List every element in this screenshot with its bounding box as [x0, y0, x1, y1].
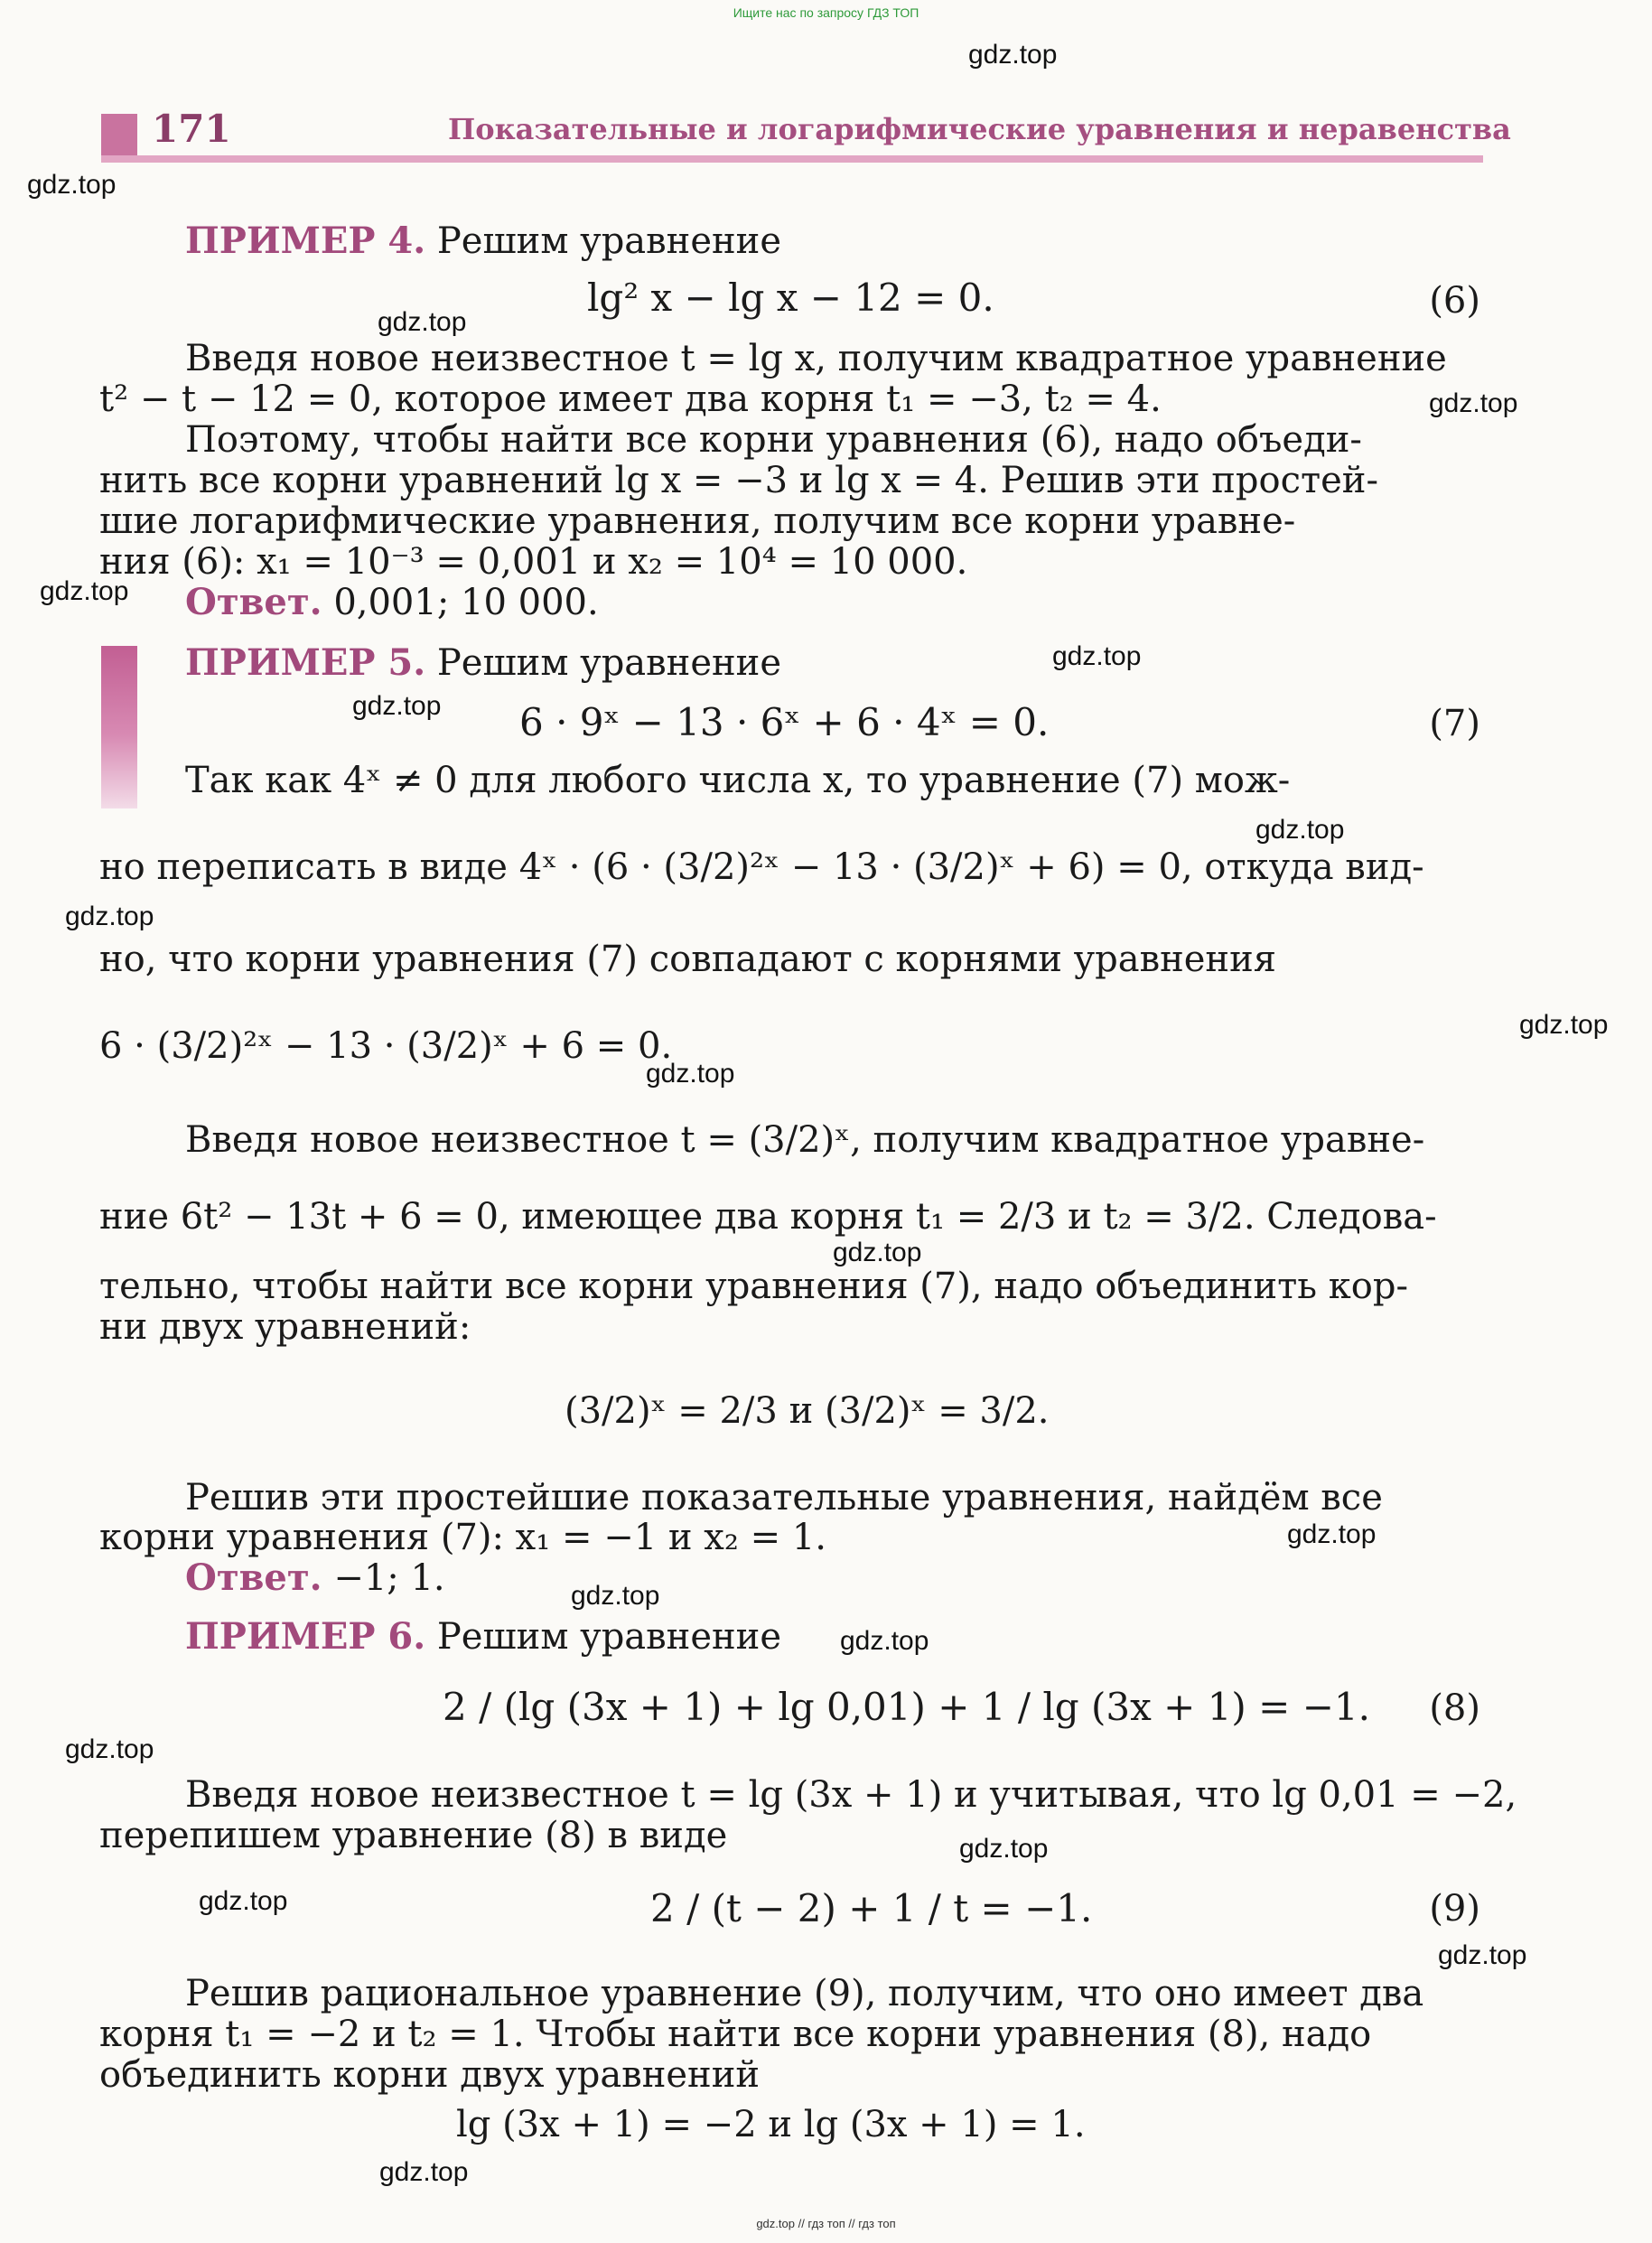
ex5-line-4: 6 · (3/2)²ˣ − 13 · (3/2)ˣ + 6 = 0.: [99, 1025, 673, 1067]
ex4-intro: Решим уравнение: [436, 220, 781, 262]
ex4-answer-value: 0,001; 10 000.: [333, 582, 599, 623]
ex5-eq-number: (7): [1429, 703, 1480, 744]
ex6-eq-number: (8): [1429, 1687, 1480, 1729]
ex6-line-5: объединить корни двух уравнений: [99, 2054, 761, 2096]
watermark: gdz.top: [65, 1734, 154, 1764]
ex5-line-6: ние 6t² − 13t + 6 = 0, имеющее два корня t₁ = 2/3 и t₂ = 3/2. Следова-: [99, 1196, 1437, 1238]
ex6-line-4: корня t₁ = −2 и t₂ = 1. Чтобы найти все корни уравнения (8), надо: [99, 2014, 1372, 2055]
watermark: gdz.top: [646, 1059, 735, 1089]
ex5-line-9: (3/2)ˣ = 2/3 и (3/2)ˣ = 3/2.: [565, 1390, 1050, 1432]
ex4-line-6: ния (6): x₁ = 10⁻³ = 0,001 и x₂ = 10⁴ = 10 000.: [99, 541, 968, 583]
watermark: gdz.top: [571, 1581, 660, 1611]
ex4-line-1: Введя новое неизвестное t = lg x, получим квадратное уравнение: [185, 338, 1447, 379]
watermark: gdz.top: [1255, 815, 1345, 845]
watermark: gdz.top: [27, 170, 117, 200]
page-title: Показательные и логарифмические уравнения и неравенства: [448, 112, 1511, 146]
ex4-eq-number: (6): [1429, 280, 1480, 322]
ex4-label: ПРИМЕР 4.: [185, 220, 426, 262]
ex4-answer-label: Ответ.: [185, 581, 322, 623]
ex4-line-2: t² − t − 12 = 0, которое имеет два корня t₁ = −3, t₂ = 4.: [99, 379, 1162, 420]
ex5-line-8: ни двух уравнений:: [99, 1306, 471, 1348]
ex5-line-10: Решив эти простейшие показательные уравнения, найдём все: [185, 1477, 1383, 1519]
watermark: gdz.top: [1287, 1519, 1377, 1549]
watermark: gdz.top: [352, 691, 442, 721]
ex5-line-3: но, что корни уравнения (7) совпадают с корнями уравнения: [99, 939, 1276, 980]
page-number: 171: [152, 107, 231, 151]
example-5-marker: [101, 646, 137, 808]
ex4-line-3: Поэтому, чтобы найти все корни уравнения (6), надо объеди-: [185, 419, 1362, 461]
ex6-intro: Решим уравнение: [436, 1616, 781, 1658]
watermark: gdz.top: [40, 576, 129, 606]
bottom-note: gdz.top // гдз топ // гдз топ: [756, 2217, 896, 2230]
ex5-label: ПРИМЕР 5.: [185, 641, 426, 684]
ex4-line-4: нить все корни уравнений lg x = −3 и lg x = 4. Решив эти простей-: [99, 460, 1378, 501]
top-note: Ищите нас по запросу ГДЗ ТОП: [733, 5, 919, 20]
ex6-line-3: Решив рациональное уравнение (9), получим, что оно имеет два: [185, 1973, 1424, 2014]
ex6-equation: 2 / (lg (3x + 1) + lg 0,01) + 1 / lg (3x + 1) = −1.: [443, 1685, 1370, 1729]
ex4-answer: [185, 583, 599, 622]
ex5-line-11: корни уравнения (7): x₁ = −1 и x₂ = 1.: [99, 1517, 826, 1558]
watermark: gdz.top: [840, 1626, 929, 1656]
ex5-line-5: Введя новое неизвестное t = (3/2)ˣ, получим квадратное уравне-: [185, 1119, 1425, 1161]
ex5-line-2: но переписать в виде 4ˣ · (6 · (3/2)²ˣ − 13 · (3/2)ˣ + 6) = 0, откуда вид-: [99, 846, 1424, 888]
ex6-line-2: перепишем уравнение (8) в виде: [99, 1815, 728, 1856]
watermark: gdz.top: [379, 2157, 469, 2187]
ex6-heading: [185, 1617, 781, 1657]
watermark: gdz.top: [378, 307, 467, 337]
watermark: gdz.top: [199, 1886, 288, 1916]
ex6-equation-2: 2 / (t − 2) + 1 / t = −1.: [650, 1886, 1093, 1930]
ex4-line-5: шие логарифмические уравнения, получим все корни уравне-: [99, 500, 1296, 542]
watermark: gdz.top: [833, 1238, 922, 1267]
ex5-intro: Решим уравнение: [436, 642, 781, 684]
ex5-heading: [185, 643, 781, 683]
watermark: gdz.top: [968, 40, 1058, 70]
ex5-answer-label: Ответ.: [185, 1556, 322, 1599]
ex6-eq-number-2: (9): [1429, 1888, 1480, 1930]
watermark: gdz.top: [65, 902, 154, 931]
ex5-line-7: тельно, чтобы найти все корни уравнения (7), надо объединить кор-: [99, 1266, 1409, 1307]
header-bar: [101, 114, 137, 157]
ex6-line-6: lg (3x + 1) = −2 и lg (3x + 1) = 1.: [456, 2104, 1086, 2145]
ex4-equation: lg² x − lg x − 12 = 0.: [587, 276, 994, 320]
ex5-equation: 6 · 9ˣ − 13 · 6ˣ + 6 · 4ˣ = 0.: [519, 700, 1050, 744]
ex4-heading: [185, 221, 781, 261]
ex5-line-1: Так как 4ˣ ≠ 0 для любого числа x, то уравнение (7) мож-: [185, 760, 1291, 801]
ex6-label: ПРИМЕР 6.: [185, 1615, 426, 1658]
watermark: gdz.top: [1052, 641, 1142, 671]
header-underline: [101, 155, 1483, 163]
ex5-answer-value: −1; 1.: [333, 1557, 445, 1599]
watermark: gdz.top: [1429, 388, 1518, 418]
watermark: gdz.top: [959, 1834, 1049, 1864]
ex6-line-1: Введя новое неизвестное t = lg (3x + 1) и учитывая, что lg 0,01 = −2,: [185, 1774, 1517, 1816]
watermark: gdz.top: [1519, 1010, 1609, 1040]
ex5-answer: [185, 1558, 445, 1598]
watermark: gdz.top: [1438, 1940, 1527, 1970]
